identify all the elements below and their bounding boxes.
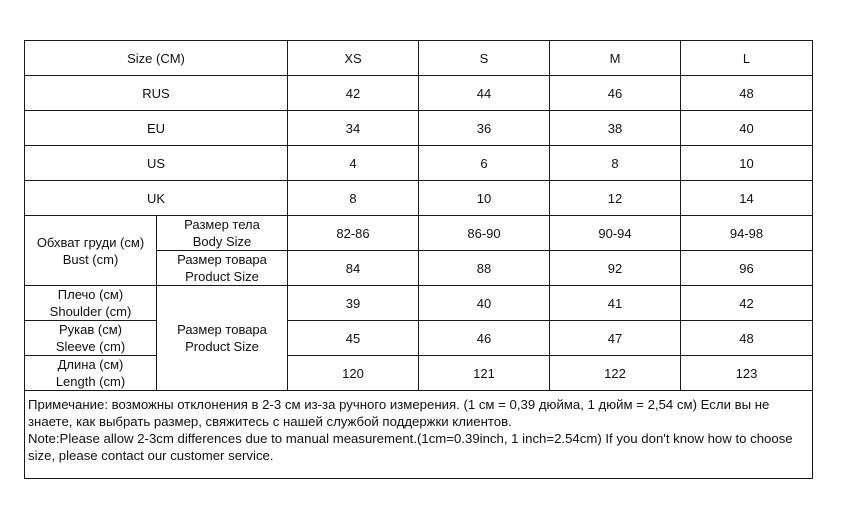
cell-us-m: 8 [550, 146, 681, 181]
body-size-label-ru: Размер тела [184, 217, 260, 232]
cell-eu-m: 38 [550, 111, 681, 146]
row-label-sleeve [25, 321, 157, 356]
table-row-header [25, 41, 813, 76]
header-size-label: Size (CM) [25, 41, 288, 76]
cell-length-l: 123 [681, 356, 813, 391]
cell-shoulder-xs: 39 [288, 286, 419, 321]
bust-label-ru: Обхват груди (см) [36, 234, 145, 250]
table-row-us [25, 146, 813, 181]
header-size-l: L [681, 41, 813, 76]
header-size-s: S [419, 41, 550, 76]
row-label-eu: EU [25, 111, 288, 146]
cell-us-s: 6 [419, 146, 550, 181]
cell-rus-l: 48 [681, 76, 813, 111]
cell-bust-product-l: 96 [681, 251, 813, 286]
row-label-us: US [25, 146, 288, 181]
row-label-shoulder [25, 286, 157, 321]
cell-rus-s: 44 [419, 76, 550, 111]
note-text-ru: Примечание: возможны отклонения в 2-3 см из-за ручного измерения. (1 см = 0,39 дюйма, 1 дюйм = 2,54 см) Если вы не знаете, как выбрать размер, свяжитесь с нашей службой поддержки клиентов. [28, 397, 770, 429]
note-cell [25, 391, 813, 479]
note-text-en: Note:Please allow 2-3cm differences due to manual measurement.(1cm=0.39inch, 1 inch=2.54cm) If you don't know how to choose size, please contact our customer service. [28, 431, 793, 463]
table-row-eu [25, 111, 813, 146]
cell-uk-xs: 8 [288, 181, 419, 216]
cell-eu-l: 40 [681, 111, 813, 146]
cell-us-xs: 4 [288, 146, 419, 181]
cell-sleeve-m: 47 [550, 321, 681, 356]
cell-rus-xs: 42 [288, 76, 419, 111]
cell-eu-xs: 34 [288, 111, 419, 146]
sleeve-label-en: Sleeve (cm) [55, 339, 126, 354]
length-label-en: Length (cm) [55, 374, 126, 389]
cell-sleeve-s: 46 [419, 321, 550, 356]
cell-uk-s: 10 [419, 181, 550, 216]
cell-length-m: 122 [550, 356, 681, 391]
cell-uk-m: 12 [550, 181, 681, 216]
table-row-sleeve [25, 321, 813, 356]
table-row-rus [25, 76, 813, 111]
shoulder-label-ru: Плечо (см) [57, 287, 124, 302]
cell-sleeve-xs: 45 [288, 321, 419, 356]
cell-bust-body-s: 86-90 [419, 216, 550, 251]
cell-us-l: 10 [681, 146, 813, 181]
cell-shoulder-l: 42 [681, 286, 813, 321]
cell-bust-body-xs: 82-86 [288, 216, 419, 251]
row-label-length [25, 356, 157, 391]
cell-bust-body-m: 90-94 [550, 216, 681, 251]
product-size-label-en: Product Size [185, 339, 259, 354]
cell-rus-m: 46 [550, 76, 681, 111]
cell-sleeve-l: 48 [681, 321, 813, 356]
row-label-uk: UK [25, 181, 288, 216]
cell-bust-body-l: 94-98 [681, 216, 813, 251]
table-row-bust-body [25, 216, 813, 251]
sublabel-body-size [157, 216, 288, 251]
header-size-xs: XS [288, 41, 419, 76]
header-size-m: M [550, 41, 681, 76]
table-row-shoulder [25, 286, 813, 321]
size-chart-table [24, 40, 813, 479]
cell-shoulder-m: 41 [550, 286, 681, 321]
row-label-rus: RUS [25, 76, 288, 111]
cell-eu-s: 36 [419, 111, 550, 146]
product-size-label-ru: Размер товара [177, 322, 267, 337]
cell-bust-product-xs: 84 [288, 251, 419, 286]
sublabel-product-size-bust [157, 251, 288, 286]
table-row-uk [25, 181, 813, 216]
length-label-ru: Длина (см) [57, 357, 124, 372]
product-size-bust-label-ru: Размер товара [177, 252, 267, 267]
table-row-note [25, 391, 813, 479]
body-size-label-en: Body Size [192, 234, 252, 249]
table-row-length [25, 356, 813, 391]
cell-shoulder-s: 40 [419, 286, 550, 321]
cell-uk-l: 14 [681, 181, 813, 216]
cell-length-xs: 120 [288, 356, 419, 391]
cell-length-s: 121 [419, 356, 550, 391]
sublabel-product-size [157, 286, 288, 391]
row-label-bust [25, 216, 157, 286]
shoulder-label-en: Shoulder (cm) [49, 304, 132, 319]
cell-bust-product-s: 88 [419, 251, 550, 286]
cell-bust-product-m: 92 [550, 251, 681, 286]
bust-label-en: Bust (cm) [62, 251, 119, 267]
product-size-bust-label-en: Product Size [185, 269, 259, 284]
sleeve-label-ru: Рукав (см) [59, 322, 122, 337]
